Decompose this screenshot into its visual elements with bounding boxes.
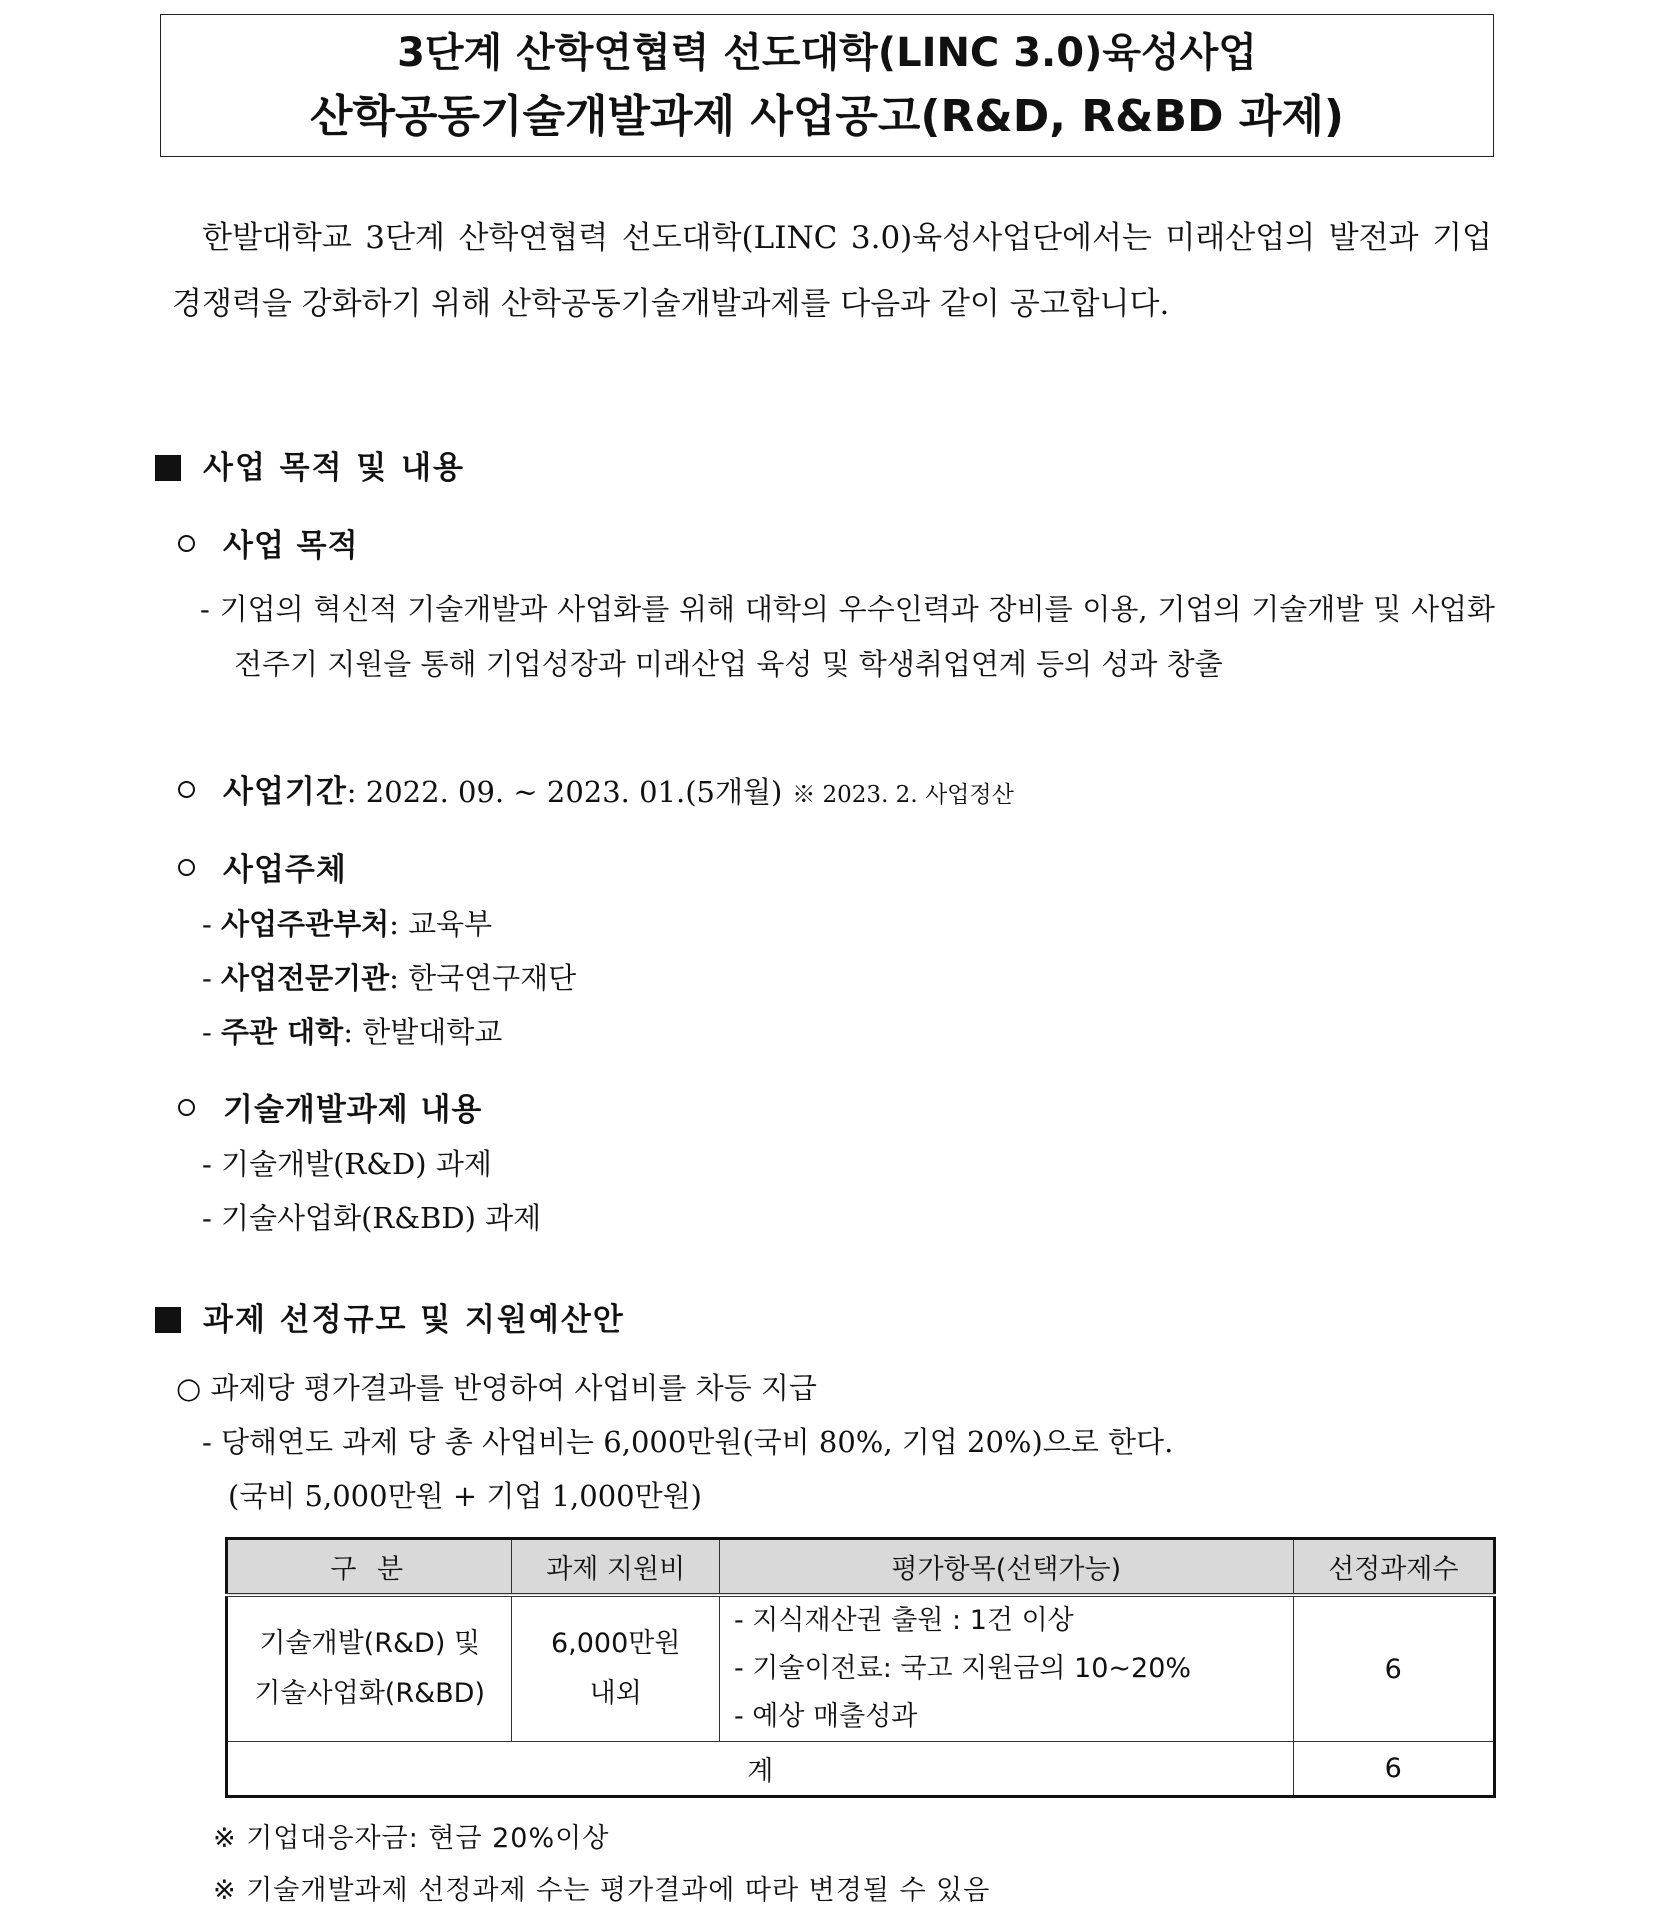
period-note: ※ 2023. 2. 사업정산 bbox=[792, 782, 1014, 808]
content-heading: 기술개발과제 내용 bbox=[178, 1090, 482, 1130]
purpose-text: - 기업의 혁신적 기술개발과 사업화를 위해 대학의 우수인력과 장비를 이용, 기업의 기술개발 및 사업화 전주기 지원을 통해 기업성장과 미래산업 육성 및 학생취업연계 등의 성과 창출 bbox=[200, 592, 1495, 681]
content-item-rd: - 기술개발(R&D) 과제 bbox=[202, 1147, 492, 1181]
table-header-row bbox=[227, 1539, 1495, 1596]
header-category: 구 분 bbox=[227, 1539, 512, 1596]
header-support: 과제 지원비 bbox=[512, 1539, 720, 1596]
budget-table bbox=[225, 1537, 1496, 1798]
intro-paragraph: 한발대학교 3단계 산학연협력 선도대학(LINC 3.0)육성사업단에서는 미래산업의 발전과 기업 경쟁력을 강화하기 위해 산학공동기술개발과제를 다음과 같이 공고합니다. bbox=[172, 220, 1492, 322]
table-row bbox=[227, 1595, 1495, 1742]
circle-bullet-icon bbox=[178, 781, 195, 798]
cell-support: 6,000만원 내외 bbox=[512, 1595, 720, 1742]
cell-total-count: 6 bbox=[1293, 1742, 1494, 1797]
circle-bullet-icon bbox=[178, 1099, 195, 1116]
org-item-ministry: - 사업주관부처: 교육부 bbox=[202, 907, 493, 941]
section-2-line-1: ○ 과제당 평가결과를 반영하여 사업비를 차등 지급 bbox=[176, 1371, 817, 1405]
org-heading: 사업주체 bbox=[178, 850, 347, 890]
period-value: : 2022. 09. ~ 2023. 01.(5개월) bbox=[346, 775, 783, 809]
square-bullet-icon bbox=[155, 1307, 181, 1333]
cell-criteria: - 지식재산권 출원 : 1건 이상 - 기술이전료: 국고 지원금의 10~20% - 예상 매출성과 bbox=[719, 1595, 1293, 1742]
content-item-rbd: - 기술사업화(R&BD) 과제 bbox=[202, 1201, 542, 1235]
header-criteria: 평가항목(선택가능) bbox=[719, 1539, 1293, 1596]
table-total-row bbox=[227, 1742, 1495, 1797]
period-label: 사업기간 bbox=[223, 774, 347, 810]
purpose-heading: 사업 목적 bbox=[178, 526, 359, 566]
section-2-line-2: - 당해연도 과제 당 총 사업비는 6,000만원(국비 80%, 기업 20%)으로 한다. bbox=[202, 1425, 1174, 1459]
title-line-2: 산학공동기술개발과제 사업공고(R&D, R&BD 과제) bbox=[309, 91, 1345, 142]
section-1-heading: 사업 목적 및 내용 bbox=[155, 448, 465, 488]
section-2-heading: 과제 선정규모 및 지원예산안 bbox=[155, 1300, 625, 1340]
cell-category: 기술개발(R&D) 및 기술사업화(R&BD) bbox=[227, 1595, 512, 1742]
square-bullet-icon bbox=[155, 455, 181, 481]
note-selection-count: ※ 기술개발과제 선정과제 수는 평가결과에 따라 변경될 수 있음 bbox=[213, 1875, 991, 1906]
cell-count: 6 bbox=[1293, 1595, 1494, 1742]
org-item-university: - 주관 대학: 한발대학교 bbox=[202, 1015, 503, 1049]
org-item-agency: - 사업전문기관: 한국연구재단 bbox=[202, 961, 577, 995]
cell-total-label: 계 bbox=[227, 1742, 1294, 1797]
title-line-1: 3단계 산학연협력 선도대학(LINC 3.0)육성사업 bbox=[397, 30, 1257, 76]
section-2-line-3: (국비 5,000만원 + 기업 1,000만원) bbox=[228, 1479, 702, 1513]
title-box bbox=[160, 14, 1494, 157]
circle-bullet-icon bbox=[178, 859, 195, 876]
note-matching-fund: ※ 기업대응자금: 현금 20%이상 bbox=[213, 1823, 610, 1854]
circle-bullet-icon bbox=[178, 535, 195, 552]
header-count: 선정과제수 bbox=[1293, 1539, 1494, 1596]
period-line bbox=[178, 772, 1014, 815]
